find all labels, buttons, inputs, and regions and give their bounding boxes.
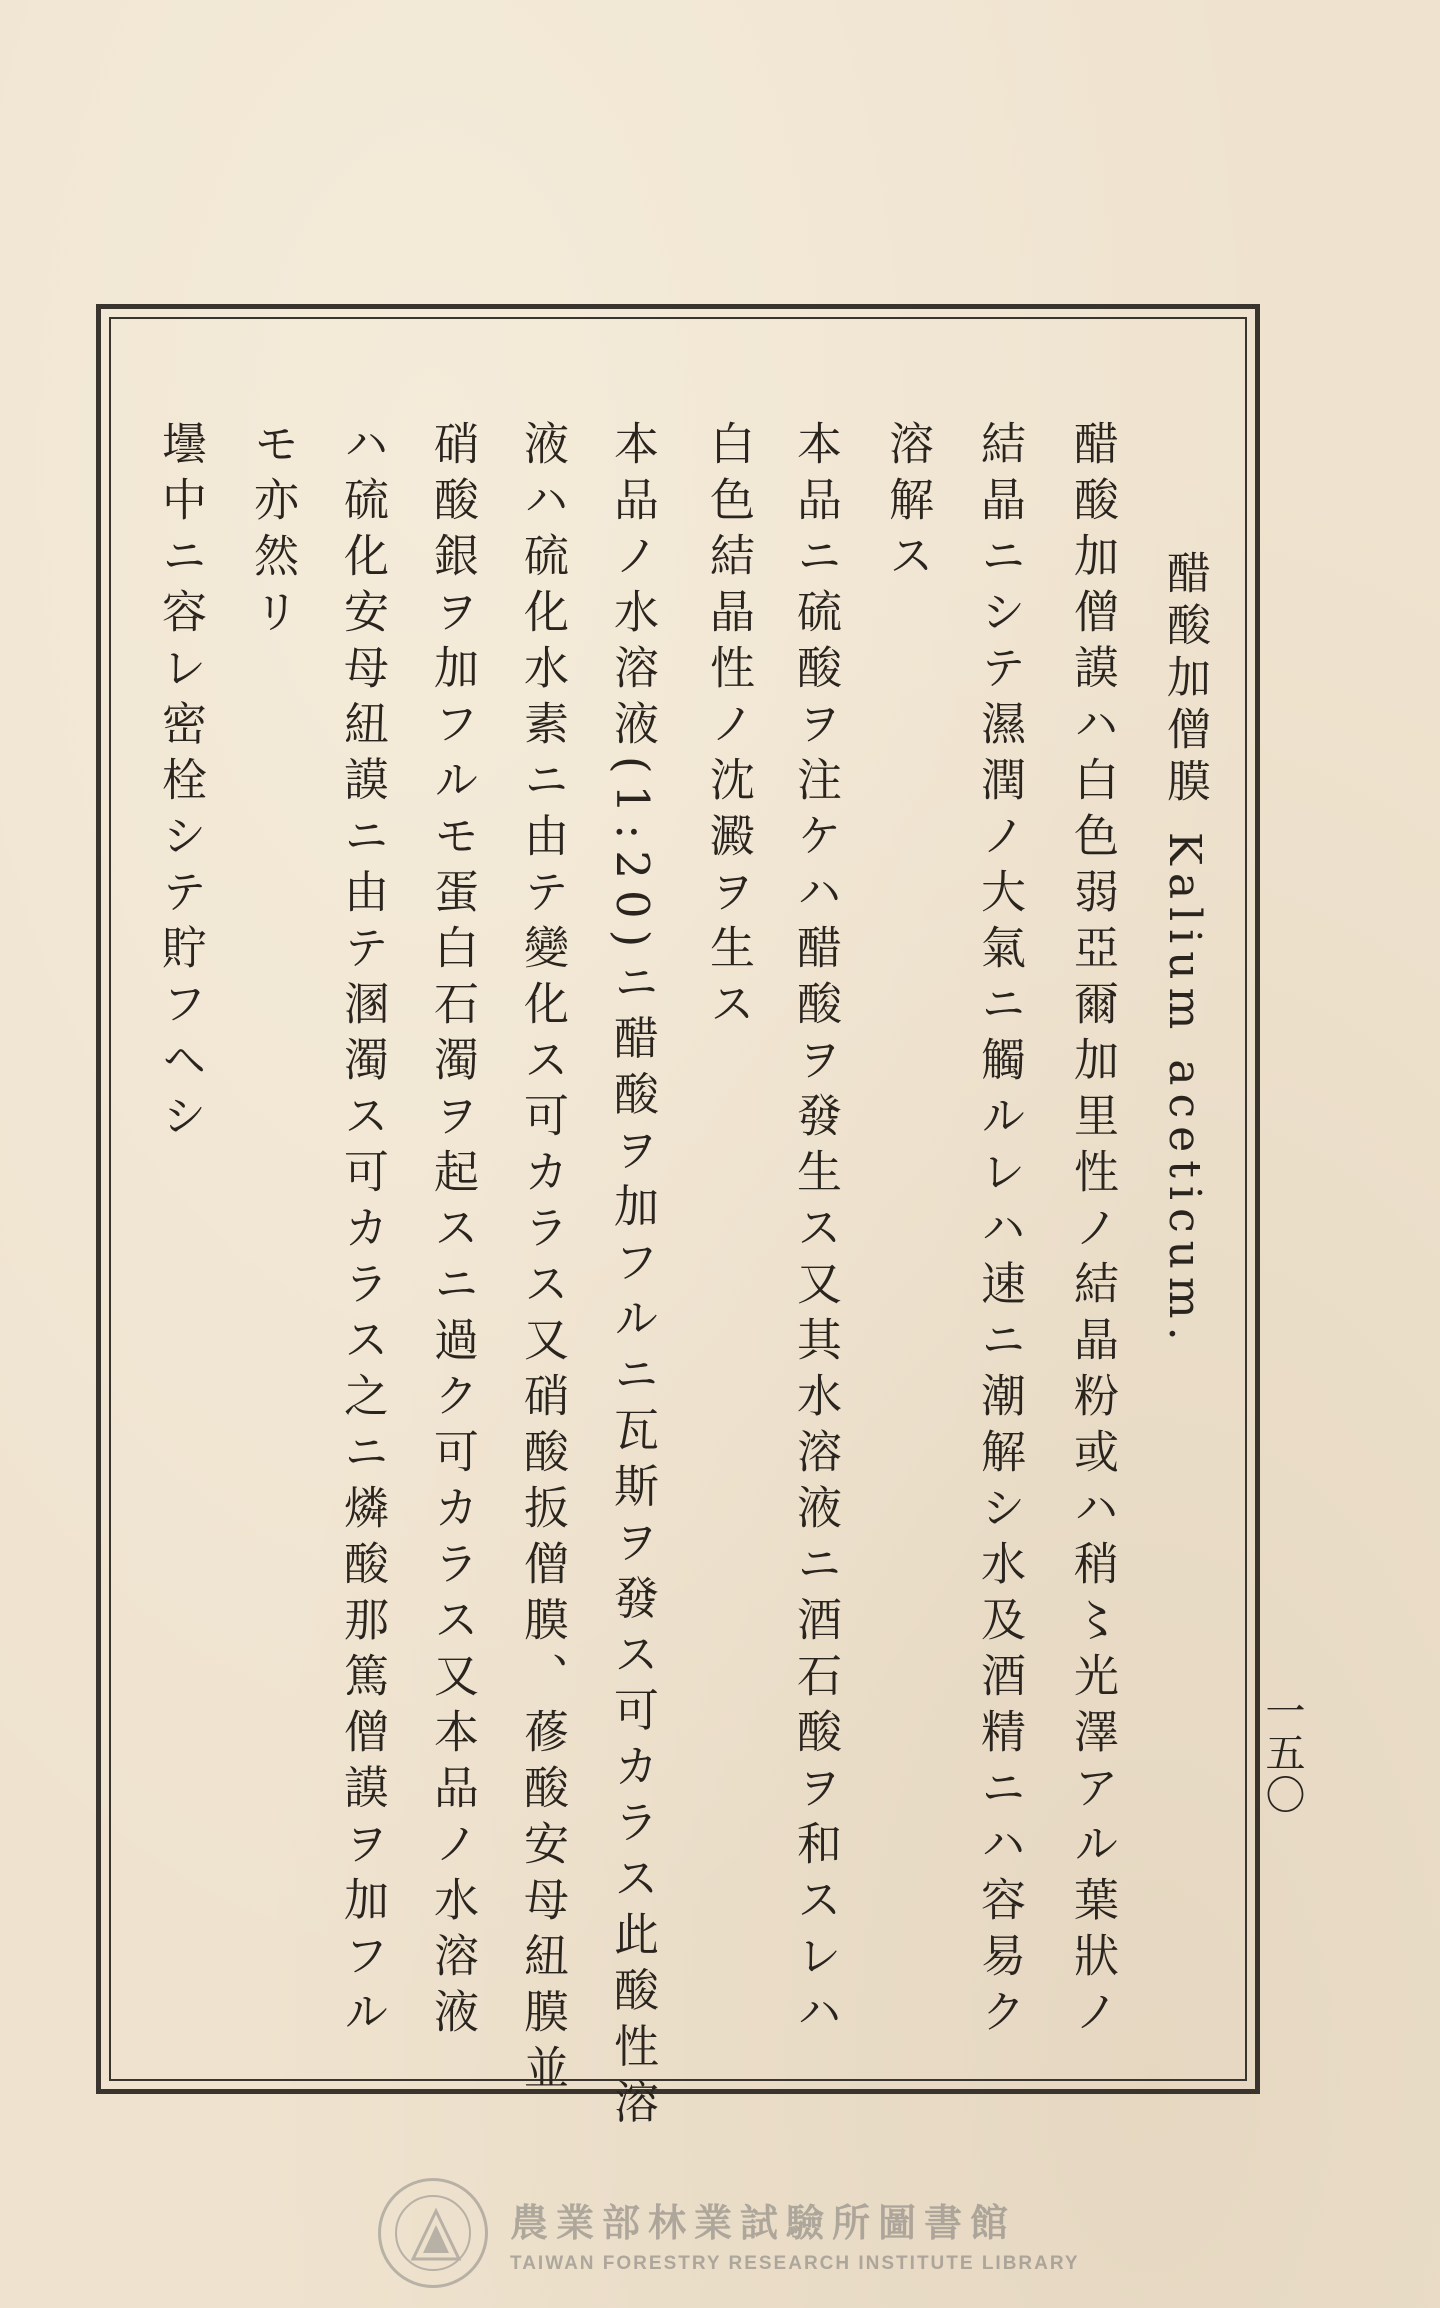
library-name-chinese: 農業部林業試驗所圖書館 xyxy=(510,2200,1017,2245)
text-column: 壜中ニ容レ密栓シテ貯フヘシ xyxy=(154,420,207,1148)
text-column: 液ハ硫化水素ニ由テ變化ス可カラス又硝酸扳僧膜、蓚酸安母紐膜並 xyxy=(516,420,569,2100)
library-name-english: TAIWAN FORESTRY RESEARCH INSTITUTE LIBRARY xyxy=(510,2252,1080,2274)
text-column: 本品ノ水溶液(1:20)ニ醋酸ヲ加フルニ瓦斯ヲ發ス可カラス此酸性溶 xyxy=(606,420,659,2135)
text-column: 結晶ニシテ濕潤ノ大氣ニ觸ルレハ速ニ潮解シ水及酒精ニハ容易ク xyxy=(973,420,1026,2044)
library-stamp xyxy=(378,2178,1080,2288)
text-column: 醋酸加僧謨ハ白色弱亞爾加里性ノ結晶粉或ハ稍〻光澤アル葉狀ノ xyxy=(1066,420,1119,2044)
text-column: 硝酸銀ヲ加フルモ蛋白石濁ヲ起スニ過ク可カラス又本品ノ水溶液 xyxy=(426,420,479,2044)
text-column: 白色結晶性ノ沈澱ヲ生ス xyxy=(702,420,755,1036)
page-number: 一五〇 xyxy=(1259,1690,1305,1816)
library-seal-icon xyxy=(378,2178,488,2288)
text-column: 本品ニ硫酸ヲ注ケハ醋酸ヲ發生ス又其水溶液ニ酒石酸ヲ和スレハ xyxy=(789,420,842,2044)
section-title: 醋酸加僧膜 Kalium aceticum. xyxy=(1159,550,1210,1349)
text-column: 溶解ス xyxy=(881,420,934,588)
text-column: ハ硫化安母紐謨ニ由テ溷濁ス可カラス之ニ燐酸那篤僧謨ヲ加フル xyxy=(336,420,389,2044)
text-column: モ亦然リ xyxy=(246,420,299,644)
